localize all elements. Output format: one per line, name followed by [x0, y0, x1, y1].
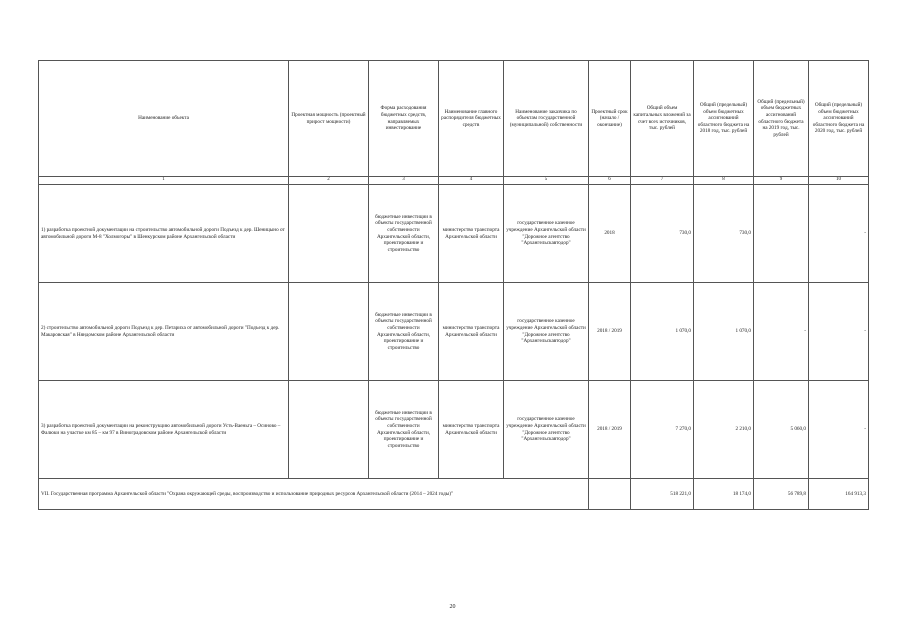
- header-budget-2019: Общий (предельный) объем бюджетных ассигнований областного бюджета на 2019 год, тыс. рублей: [754, 61, 809, 177]
- term-cell: 2018 / 2019: [589, 283, 631, 381]
- header-term: Проектный срок (начало / окончание): [589, 61, 631, 177]
- column-number: 9: [754, 177, 809, 185]
- header-customer: Наименование заказчика по объектам государственной (муниципальной) собственности: [504, 61, 589, 177]
- customer-cell: государственное казенное учреждение Архангельской области "Дорожное агентство "Архангельскавтодор": [504, 381, 589, 479]
- column-number: 4: [439, 177, 504, 185]
- column-number: 2: [289, 177, 369, 185]
- column-number: 7: [631, 177, 694, 185]
- budget-2018-cell: 730,0: [694, 185, 754, 283]
- term-cell: 2018 / 2019: [589, 381, 631, 479]
- column-number: 10: [809, 177, 869, 185]
- header-budget-2020: Общий (предельный) объем бюджетных ассигнований областного бюджета на 2020 год, тыс. рублей: [809, 61, 869, 177]
- program-title-cell: VII. Государственная программа Архангельской области "Охрана окружающей среды, воспроизводство и использование природных ресурсов Архангельской области (2014 – 2024 годы)": [39, 479, 589, 510]
- header-capacity: Проектная мощность (проектный прирост мощности): [289, 61, 369, 177]
- object-name-cell: 1) разработка проектной документации на строительство автомобильной дороги Подъезд к дер. Шеницыно от автомобильной дороги М-8 "Холмогоры" в Шенкурском районе Архангельской области: [39, 185, 289, 283]
- column-number-row: [39, 177, 869, 185]
- distributor-cell: министерство транспорта Архангельской области: [439, 381, 504, 479]
- header-distributor: Наименование главного распорядителя бюджетных средств: [439, 61, 504, 177]
- budget-2018-cell: 2 210,0: [694, 381, 754, 479]
- table-header-row: [39, 61, 869, 177]
- header-total-investment: Общий объем капитальных вложений за счет всех источников, тыс. рублей: [631, 61, 694, 177]
- table-row: [39, 283, 869, 381]
- spending-form-cell: бюджетные инвестиции в объекты государственной собственности Архангельской области, проектирование и строительство: [369, 185, 439, 283]
- object-name-cell: 2) строительство автомобильной дороги Подъезд к дер. Петариха от автомобильной дороги "Подъезд к дер. Макаровская" в Няндомском районе Архангельской области: [39, 283, 289, 381]
- spending-form-cell: бюджетные инвестиции в объекты государственной собственности Архангельской области, проектирование и строительство: [369, 283, 439, 381]
- capacity-cell: [289, 283, 369, 381]
- budget-2019-cell: 56 789,8: [754, 479, 809, 510]
- table-row: [39, 381, 869, 479]
- table-row: [39, 185, 869, 283]
- total-investment-cell: 7 270,0: [631, 381, 694, 479]
- customer-cell: государственное казенное учреждение Архангельской области "Дорожное агентство "Архангельскавтодор": [504, 283, 589, 381]
- object-name-cell: 3) разработка проектной документации на реконструкцию автомобильной дороги Усть-Ваеньга – Осиново – Фалюки на участке км 85 – км 97 в Виноградовском районе Архангельской области: [39, 381, 289, 479]
- page-number: 20: [449, 604, 456, 610]
- column-number: 6: [589, 177, 631, 185]
- header-budget-2018: Общий (предельный) объем бюджетных ассигнований областного бюджета на 2018 год, тыс. рублей: [694, 61, 754, 177]
- budget-2019-cell: 5 060,0: [754, 381, 809, 479]
- capacity-cell: [289, 185, 369, 283]
- term-cell: [589, 479, 631, 510]
- header-spending-form: Форма расходования бюджетных средств, направляемых инвестирование: [369, 61, 439, 177]
- budget-2019-cell: [754, 185, 809, 283]
- column-number: 3: [369, 177, 439, 185]
- distributor-cell: министерство транспорта Архангельской области: [439, 283, 504, 381]
- term-cell: 2018: [589, 185, 631, 283]
- distributor-cell: министерство транспорта Архангельской области: [439, 185, 504, 283]
- column-number: 8: [694, 177, 754, 185]
- budget-2020-cell: 164 913,3: [809, 479, 869, 510]
- total-investment-cell: 518 221,0: [631, 479, 694, 510]
- capacity-cell: [289, 381, 369, 479]
- customer-cell: государственное казенное учреждение Архангельской области "Дорожное агентство "Архангельскавтодор": [504, 185, 589, 283]
- budget-2018-cell: 1 070,0: [694, 283, 754, 381]
- column-number: 5: [504, 177, 589, 185]
- spending-form-cell: бюджетные инвестиции в объекты государственной собственности Архангельской области, проектирование и строительство: [369, 381, 439, 479]
- budget-2018-cell: 18 174,0: [694, 479, 754, 510]
- total-investment-cell: 1 070,0: [631, 283, 694, 381]
- total-investment-cell: 730,0: [631, 185, 694, 283]
- program-total-row: [39, 479, 869, 510]
- budget-2020-cell: -: [809, 381, 869, 479]
- column-number: 1: [39, 177, 289, 185]
- header-object-name: Наименование объекта: [39, 61, 289, 177]
- investment-table: [38, 60, 869, 510]
- budget-2019-cell: -: [754, 283, 809, 381]
- budget-2020-cell: -: [809, 185, 869, 283]
- budget-2020-cell: -: [809, 283, 869, 381]
